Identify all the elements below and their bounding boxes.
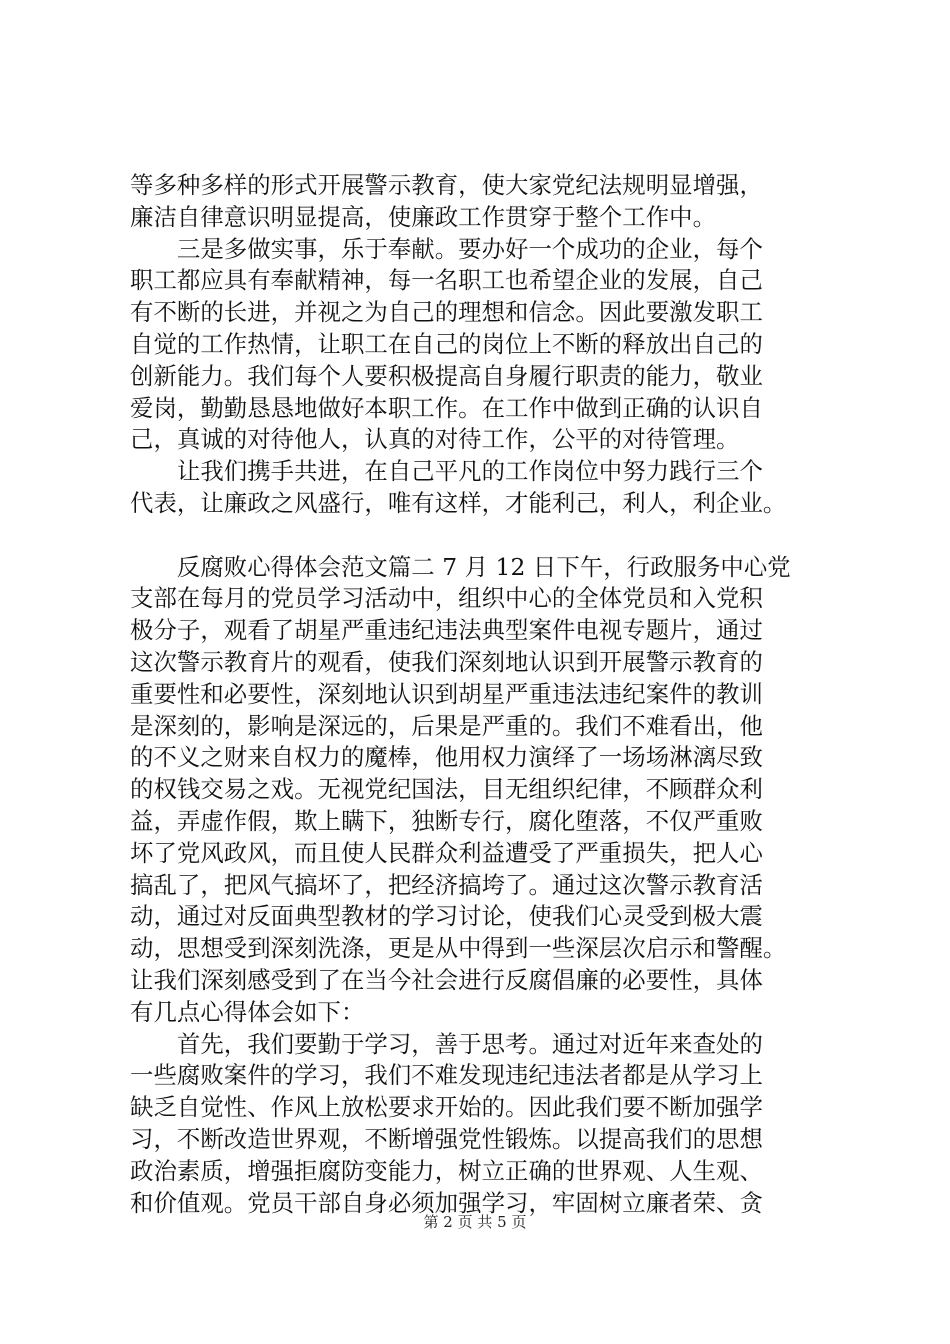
text-line: 己，真诚的对待他人，认真的对待工作，公平的对待管理。 <box>130 425 740 454</box>
text-line: 首先，我们要勤于学习，善于思考。通过对近年来查处的 <box>130 1029 763 1058</box>
text-line: 自觉的工作热情，让职工在自己的岗位上不断的释放出自己的 <box>130 329 763 358</box>
document-body <box>130 170 830 1219</box>
text-line: 和价值观。党员干部自身必须加强学习，牢固树立廉者荣、贪 <box>130 1188 763 1217</box>
paragraph-gap <box>130 520 830 552</box>
text-line: 的权钱交易之戏。无视党纪国法，目无组织纪律，不顾群众利 <box>130 775 763 804</box>
text-line: 动，通过对反面典型教材的学习讨论，使我们心灵受到极大震 <box>130 902 763 931</box>
text-line: 重要性和必要性，深刻地认识到胡星严重违法违纪案件的教训 <box>130 679 763 708</box>
text-line: 反腐败心得体会范文篇二 7 月 12 日下午，行政服务中心党 <box>130 552 791 581</box>
text-line: 创新能力。我们每个人要积极提高自身履行职责的能力，敬业 <box>130 361 763 390</box>
text-line: 动，思想受到深刻洗涤，更是从中得到一些深层次启示和警醒。 <box>130 934 787 963</box>
text-line: 缺乏自觉性、作风上放松要求开始的。因此我们要不断加强学 <box>130 1093 763 1122</box>
text-line: 这次警示教育片的观看，使我们深刻地认识到开展警示教育的 <box>130 647 763 676</box>
text-line: 益，弄虚作假，欺上瞒下，独断专行，腐化堕落，不仅严重败 <box>130 806 763 835</box>
text-line: 爱岗，勤勤恳恳地做好本职工作。在工作中做到正确的认识自 <box>130 393 763 422</box>
text-line: 代表，让廉政之风盛行，唯有这样，才能利己，利人，利企业。 <box>130 488 787 517</box>
text-line: 有几点心得体会如下： <box>130 997 365 1026</box>
text-line: 三是多做实事，乐于奉献。要办好一个成功的企业，每个 <box>130 234 763 263</box>
text-line: 支部在每月的党员学习活动中，组织中心的全体党员和入党积 <box>130 584 763 613</box>
text-line: 搞乱了，把风气搞坏了，把经济搞垮了。通过这次警示教育活 <box>130 870 763 899</box>
text-line: 有不断的长进，并视之为自己的理想和信念。因此要激发职工 <box>130 298 763 327</box>
text-line: 等多种多样的形式开展警示教育，使大家党纪法规明显增强， <box>130 171 763 199</box>
text-line: 是深刻的，影响是深远的，后果是严重的。我们不难看出，他 <box>130 711 763 740</box>
text-line: 习，不断改造世界观，不断增强党性锻炼。以提高我们的思想 <box>130 1124 763 1153</box>
page-number-footer: 第 2 页 共 5 页 <box>423 1213 527 1231</box>
text-line: 政治素质，增强拒腐防变能力，树立正确的世界观、人生观、 <box>130 1156 763 1185</box>
text-line: 的不义之财来自权力的魔棒，他用权力演绎了一场场淋漓尽致 <box>130 743 763 772</box>
text-line: 让我们深刻感受到了在当今社会进行反腐倡廉的必要性，具体 <box>130 965 763 994</box>
text-line: 让我们携手共进，在自己平凡的工作岗位中努力践行三个 <box>130 457 763 486</box>
text-line: 廉洁自律意识明显提高，使廉政工作贯穿于整个工作中。 <box>130 202 717 231</box>
text-line: 一些腐败案件的学习，我们不难发现违纪违法者都是从学习上 <box>130 1061 763 1090</box>
text-line: 坏了党风政风，而且使人民群众利益遭受了严重损失，把人心 <box>130 838 763 867</box>
text-line: 职工都应具有奉献精神，每一名职工也希望企业的发展，自己 <box>130 266 763 295</box>
text-line: 极分子，观看了胡星严重违纪违法典型案件电视专题片，通过 <box>130 616 763 645</box>
